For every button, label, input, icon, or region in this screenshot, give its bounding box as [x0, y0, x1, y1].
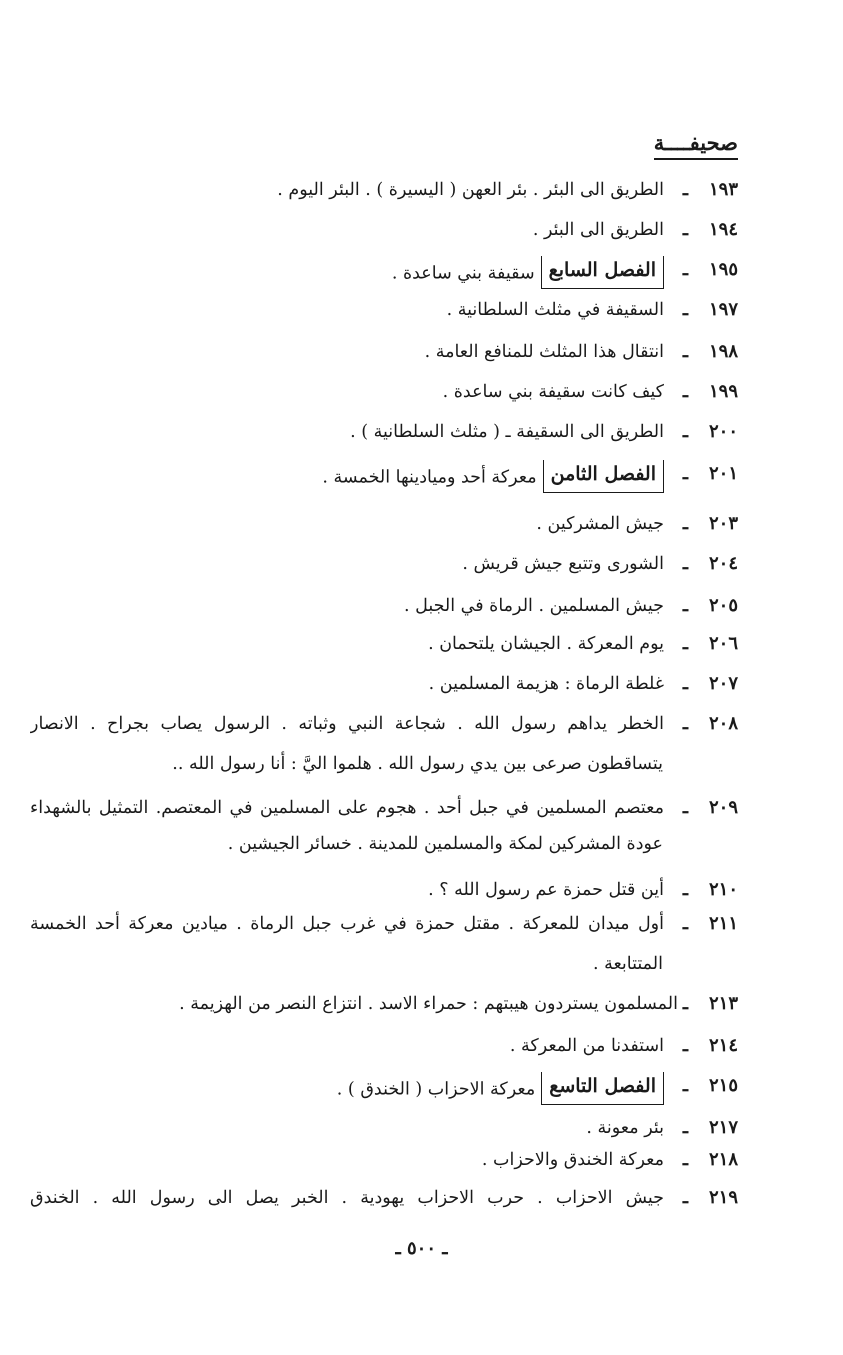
entry-title: معتصم المسلمين في جبل أحد . هجوم على المسلمين في المعتصم. التمثيل بالشهداء — [30, 798, 664, 818]
entry-dash: ـ — [682, 880, 688, 900]
toc-chapter-entry — [30, 1068, 738, 1102]
entry-dash: ـ — [682, 914, 688, 934]
entry-page-number: ٢٠٠ — [708, 421, 738, 442]
page-number-footer: ـ ٥٠٠ ـ — [395, 1238, 448, 1259]
entry-page-number: ٢٠١ — [708, 463, 738, 484]
entry-dash: ـ — [682, 514, 688, 534]
entry-title: جيش المشركين . — [536, 514, 664, 534]
entry-title: معركة الاحزاب ( الخندق ) . — [336, 1079, 536, 1100]
chapter-heading-box: الفصل الثامن — [543, 460, 664, 493]
toc-entry — [30, 666, 738, 700]
entry-title: أول ميدان للمعركة . مقتل حمزة في غرب جبل الرماة . ميادين معركة أحد الخمسة — [30, 914, 664, 934]
entry-page-number: ١٩٤ — [708, 219, 738, 240]
entry-page-number: ٢١٣ — [708, 993, 738, 1014]
entry-dash: ـ — [682, 1188, 688, 1208]
entry-title: جيش الاحزاب . حرب الاحزاب يهودية . الخبر يصل الى رسول الله . الخندق — [30, 1188, 664, 1208]
entry-title-wrap — [30, 256, 664, 292]
toc-entry — [30, 588, 738, 622]
entry-page-number: ١٩٨ — [708, 341, 738, 362]
entry-title: غلطة الرماة : هزيمة المسلمين . — [428, 674, 664, 694]
entry-page-number: ١٩٧ — [708, 299, 738, 320]
entry-dash: ـ — [682, 382, 688, 402]
entry-dash: ـ — [682, 798, 688, 818]
toc-entry — [30, 212, 738, 246]
toc-entry — [30, 626, 738, 660]
entry-dash: ـ — [682, 596, 688, 616]
entry-page-number: ٢٠٣ — [708, 513, 738, 534]
entry-title: السقيفة في مثلث السلطانية . — [446, 300, 664, 320]
entry-page-number: ٢٠٥ — [708, 595, 738, 616]
toc-chapter-entry — [30, 456, 738, 490]
entry-continuation: المتتابعة . — [592, 954, 663, 974]
entry-title: الطريق الى السقيفة ـ ( مثلث السلطانية ) . — [350, 422, 664, 442]
entry-title: جيش المسلمين . الرماة في الجبل . — [403, 596, 664, 616]
entry-page-number: ٢٠٩ — [708, 797, 738, 818]
entry-continuation: عودة المشركين لمكة والمسلمين للمدينة . خسائر الجيشين . — [227, 834, 663, 854]
toc-entry — [30, 414, 738, 448]
entry-title: الشورى وتتبع جيش قريش . — [462, 554, 664, 574]
entry-page-number: ٢١١ — [708, 913, 738, 934]
entry-title-wrap — [30, 1072, 664, 1108]
entry-title: معركة أحد وميادينها الخمسة . — [322, 467, 537, 488]
chapter-heading-box: الفصل السابع — [541, 256, 664, 289]
toc-entry — [30, 546, 738, 580]
toc-entry — [30, 790, 738, 824]
entry-title: الخطر يداهم رسول الله . شجاعة النبي وثباته . الرسول يصاب بجراح . الانصار — [30, 714, 664, 734]
entry-dash: ـ — [682, 300, 688, 320]
entry-title: انتقال هذا المثلث للمنافع العامة . — [424, 342, 664, 362]
entry-dash: ـ — [682, 220, 688, 240]
entry-dash: ـ — [682, 634, 688, 654]
toc-entry — [30, 872, 738, 906]
entry-dash: ـ — [682, 180, 688, 200]
entry-title: استفدنا من المعركة . — [509, 1036, 664, 1056]
entry-page-number: ٢١٤ — [708, 1035, 738, 1056]
entry-dash: ـ — [682, 714, 688, 734]
entry-title: معركة الخندق والاحزاب . — [481, 1150, 664, 1170]
entry-dash: ـ — [682, 1150, 688, 1170]
entry-continuation: يتساقطون صرعى بين يدي رسول الله . هلموا اليَّ : أنا رسول الله .. — [172, 754, 663, 774]
entry-page-number: ٢٠٤ — [708, 553, 738, 574]
entry-title: الطريق الى البئر . بئر العهن ( اليسيرة ) . البئر اليوم . — [277, 180, 664, 200]
toc-chapter-entry — [30, 252, 738, 286]
page-column-header: صحيفــــة — [654, 130, 738, 160]
entry-title: الطريق الى البئر . — [532, 220, 664, 240]
entry-title: يوم المعركة . الجيشان يلتحمان . — [428, 634, 664, 654]
entry-dash: ـ — [682, 674, 688, 694]
entry-page-number: ٢١٩ — [708, 1187, 738, 1208]
toc-entry — [30, 1028, 738, 1062]
entry-dash: ـ — [682, 994, 688, 1014]
entry-dash: ـ — [682, 1076, 688, 1096]
entry-page-number: ١٩٣ — [708, 179, 738, 200]
entry-dash: ـ — [682, 260, 688, 280]
toc-entry — [30, 292, 738, 326]
entry-page-number: ٢٠٧ — [708, 673, 738, 694]
toc-entry — [30, 374, 738, 408]
toc-entry — [30, 706, 738, 740]
toc-entry — [30, 1142, 738, 1176]
entry-page-number: ٢١٠ — [708, 879, 738, 900]
entry-dash: ـ — [682, 422, 688, 442]
toc-entry — [30, 334, 738, 368]
entry-dash: ـ — [682, 554, 688, 574]
toc-entry — [30, 506, 738, 540]
entry-page-number: ٢١٧ — [708, 1117, 738, 1138]
entry-dash: ـ — [682, 464, 688, 484]
entry-title-wrap — [30, 460, 664, 496]
entry-dash: ـ — [682, 1118, 688, 1138]
entry-page-number: ٢١٨ — [708, 1149, 738, 1170]
chapter-heading-box: الفصل التاسع — [541, 1072, 664, 1105]
entry-title: سقيفة بني ساعدة . — [391, 263, 535, 284]
entry-title: كيف كانت سقيفة بني ساعدة . — [442, 382, 664, 402]
entry-dash: ـ — [682, 342, 688, 362]
entry-page-number: ٢٠٦ — [708, 633, 738, 654]
toc-entry — [30, 906, 738, 940]
entry-title: بئر معونة . — [586, 1118, 664, 1138]
entry-page-number: ٢٠٨ — [708, 713, 738, 734]
entry-page-number: ١٩٥ — [708, 259, 738, 280]
entry-page-number: ١٩٩ — [708, 381, 738, 402]
toc-entry — [30, 172, 738, 206]
toc-entry — [30, 1110, 738, 1144]
entry-page-number: ٢١٥ — [708, 1075, 738, 1096]
toc-entry — [30, 986, 738, 1020]
entry-title: المسلمون يستردون هيبتهم : حمراء الاسد . انتزاع النصر من الهزيمة . — [179, 994, 678, 1014]
entry-title: أين قتل حمزة عم رسول الله ؟ . — [428, 880, 664, 900]
entry-dash: ـ — [682, 1036, 688, 1056]
toc-entry — [30, 1180, 738, 1214]
